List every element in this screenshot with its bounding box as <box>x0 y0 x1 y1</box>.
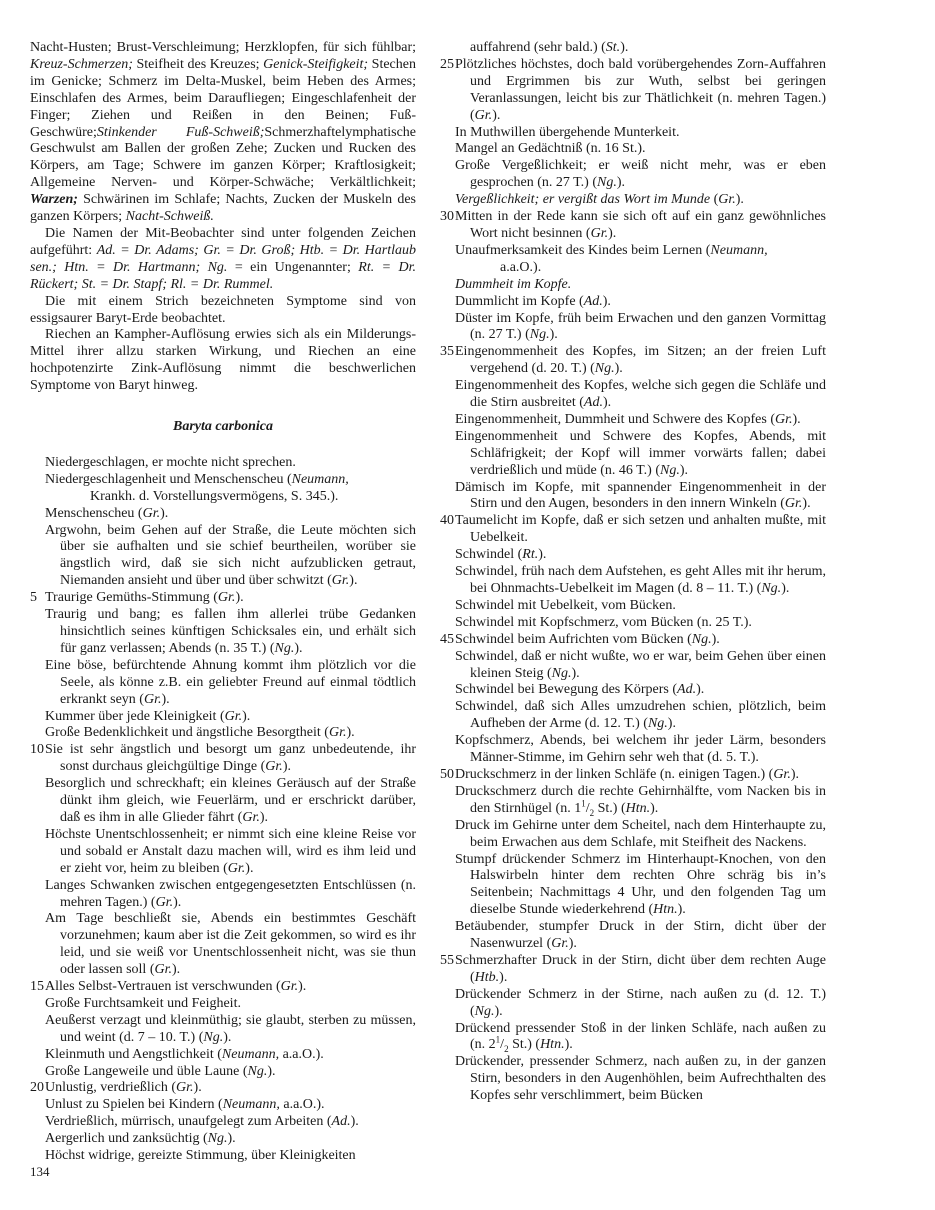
symptom-entry: Argwohn, beim Gehen auf der Straße, die Leute möchten sich über sie aufhalten und sie schief beurtheilen, worüber sie ängstlich wird, daß sie sich nicht aufzublicken getraut, Niemanden ansieht und über und über schwitzt (Gr.). <box>45 522 416 589</box>
symptom-entry: Verdrießlich, mürrisch, unaufgelegt zum Arbeiten (Ad.). <box>45 1114 359 1130</box>
symptom-entry: 55Schmerzhafter Druck in der Stirn, dicht über dem rechten Auge (Htb.). <box>440 952 826 985</box>
right-column <box>440 40 826 1105</box>
symptom-entry: Mangel an Gedächtniß (n. 16 St.). <box>455 141 646 157</box>
symptom-entry: Dummheit im Kopfe. <box>455 276 572 292</box>
symptom-number: 25 <box>440 56 454 72</box>
symptom-entry: Schwindel, daß sich Alles umzudrehen schien, plötzlich, beim Aufheben der Arme (d. 12. T.) (Ng.). <box>455 699 826 732</box>
intro-paragraph: Nacht-Husten; Brust-Verschleimung; Herzklopfen, für sich fühlbar; Kreuz-Schmerzen; Steifheit des Kreuzes; Genick-Steifigkeit; Stechen im Genicke; Schmerz im Delta-Muskel, beim Heben des Armes; Einschlafen des Armes, beim Daraufliegen; Eingeschlafenheit der Finger; Ziehen und Reißen in den Beinen; Fuß-Geschwüre;Stinkender Fuß-Schweiß;Schmerzhaftelymphatische Geschwulst am Ballen der großen Zehe; Zucken und Rucken des Körpers, am Tage; Schwere im ganzen Körper; Kraftlosigkeit; Allgemeine Nerven- und Körper-Schwäche; Verkältlichkeit; Warzen; Schwärinen im Schlafe; Nachts, Zucken der Muskeln des ganzen Körpers; Nacht-Schweiß. <box>30 40 416 225</box>
symptom-entry-continued: auffahrend (sehr bald.) (St.). <box>470 40 629 55</box>
symptom-entry: Schwindel bei Bewegung des Körpers (Ad.). <box>455 682 705 698</box>
symptom-number: 55 <box>440 952 454 968</box>
symptom-entry: Kummer über jede Kleinigkeit (Gr.). <box>45 708 251 724</box>
symptom-entry: Schwindel mit Kopfschmerz, vom Bücken (n. 25 T.). <box>455 614 752 630</box>
symptom-entry: Betäubender, stumpfer Druck in der Stirn, dicht über der Nasenwurzel (Gr.). <box>455 919 826 952</box>
symptom-entry: Große Furchtsamkeit und Feigheit. <box>45 995 241 1011</box>
left-column <box>30 40 416 1165</box>
symptom-entry: Kleinmuth und Aengstlichkeit (Neumann, a.a.O.). <box>45 1046 324 1062</box>
symptom-entry: Am Tage beschließt sie, Abends ein bestimmtes Geschäft vorzunehmen; kaum aber ist die Zeit gekommen, so wird es ihr leid, und sie weiß vor Unentschlossenheit nicht, was sie thun oder lassen soll (Gr.). <box>45 911 416 978</box>
symptom-entry: Drückend pressender Stoß in der linken Schläfe, nach außen zu (n. $2^1/_2$ St.) (Htn.). <box>455 1020 826 1055</box>
symptom-entry: Stumpf drückender Schmerz im Hinterhaupt-Knochen, von den Halswirbeln hinter dem rechten Ohre schräg bis in’s Seitenbein; Nachmittags 4 Uhr, und den folgenden Tag um dieselbe Stunde wiederkehrend (Htn.). <box>455 851 826 918</box>
symptom-entry: Eingenommenheit, Dummheit und Schwere des Kopfes (Gr.). <box>455 411 801 427</box>
symptom-entry: Dummlicht im Kopfe (Ad.). <box>455 293 611 309</box>
symptom-entry: In Muthwillen übergehende Munterkeit. <box>455 124 680 140</box>
symptom-entry: 30Mitten in der Rede kann sie sich oft auf ein ganz gewöhnliches Wort nicht besinnen (Gr.). <box>440 209 826 241</box>
symptom-entry: Druckschmerz durch die rechte Gehirnhälfte, vom Nacken bis in den Stirnhügel (n. $1^1/_2$ St.) (Htn.). <box>455 783 826 818</box>
symptom-entry: Große Vergeßlichkeit; er weiß nicht mehr, was er eben gesprochen (n. 27 T.) (Ng.). <box>455 158 826 191</box>
kampher-paragraph: Riechen an Kampher-Auflösung erwies sich als ein Milderungs-Mittel ihrer allzu starken Wirkung, und Riechen an eine hochpotenzirte Zink-Auflösung nimmt die beschwerlichen Symptome von Baryt hinweg. <box>30 327 416 394</box>
symptom-entry: Langes Schwanken zwischen entgegengesetzten Entschlüssen (n. mehren Tagen.) (Gr.). <box>45 877 416 910</box>
symptom-number: 40 <box>440 513 454 529</box>
symptom-entry: Höchst widrige, gereizte Stimmung, über Kleinigkeiten <box>45 1148 356 1164</box>
symptom-entry: 20Unlustig, verdrießlich (Gr.). <box>30 1080 202 1096</box>
page-number: 134 <box>30 1164 50 1179</box>
symptom-entry: Große Langeweile und üble Laune (Ng.). <box>45 1063 276 1079</box>
symptom-entry: Düster im Kopfe, früh beim Erwachen und den ganzen Vormittag (n. 27 T.) (Ng.). <box>455 310 826 343</box>
symptom-entry: Dämisch im Kopfe, mit spannender Eingenommenheit in der Stirn und den Augen, besonders in den innern Winkeln (Gr.). <box>455 479 826 512</box>
symptom-entry: Besorglich und schreckhaft; ein kleines Geräusch auf der Straße dünkt ihm gleich, wie Feuerlärm, und er erschrickt darüber, daß es ihm in alle Glieder fährt (Gr.). <box>45 776 416 825</box>
symptom-entry: Schwindel mit Uebelkeit, vom Bücken. <box>455 597 676 613</box>
symptom-entry: 35Eingenommenheit des Kopfes, im Sitzen; an der freien Luft vergehend (d. 20. T.) (Ng.). <box>440 344 826 377</box>
symptom-number: 5 <box>30 590 37 606</box>
symptom-entry: 50Druckschmerz in der linken Schläfe (n. einigen Tagen.) (Gr.). <box>440 766 799 782</box>
symptom-entry: Menschenscheu (Gr.). <box>45 505 169 521</box>
symptom-number: 30 <box>440 209 454 225</box>
symptom-entry: Drückender, pressender Schmerz, nach außen zu, in der ganzen Stirn, besonders in den Augenhöhlen, beim Aufrechthalten des Kopfes sehr verschlimmert, beim Bücken <box>455 1054 826 1104</box>
symptom-entry: 5 Traurige Gemüths-Stimmung (Gr.). <box>30 590 244 606</box>
symptom-entry: Eine böse, befürchtende Ahnung kommt ihm plötzlich vor die Seele, als könne z.B. ein geliebter Freund auf einmal tödtlich erkrankt seyn (Gr.). <box>45 657 416 707</box>
symptom-entry: Höchste Unentschlossenheit; er nimmt sich eine kleine Reise vor und sobald er Anstalt dazu machen will, wird es ihm leid und er zieht vor, heim zu bleiben (Gr.). <box>45 826 416 876</box>
symptom-entry: Niedergeschlagenheit und Menschenscheu (Neumann, Krankh. d. Vorstellungsvermögens, S. 345.). <box>45 471 349 504</box>
symptom-entry: Schwindel, früh nach dem Aufstehen, es geht Alles mit ihr herum, bei Ohnmachts-Uebelkeit im Magen (d. 8 – 11. T.) (Ng.). <box>455 564 826 596</box>
symptom-entry: Unaufmerksamkeit des Kindes beim Lernen (Neumann, a.a.O.). <box>455 242 768 275</box>
symptom-entry: 45Schwindel beim Aufrichten vom Bücken (Ng.). <box>440 631 720 647</box>
symptom-number: 15 <box>30 979 44 995</box>
symptom-number: 10 <box>30 742 44 758</box>
symptom-entry: Eingenommenheit des Kopfes, welche sich gegen die Schläfe und die Stirn ausbreitet (Ad.). <box>455 378 826 411</box>
symptom-entry: Aergerlich und zanksüchtig (Ng.). <box>45 1131 236 1147</box>
symptom-entry: Kopfschmerz, Abends, bei welchem ihr jeder Lärm, besonders Männer-Stimme, im Gehirn sehr weh that (d. 5. T.). <box>455 733 826 766</box>
symptom-entry: 15Alles Selbst-Vertrauen ist verschwunden (Gr.). <box>30 979 307 995</box>
symptom-number: 20 <box>30 1080 44 1096</box>
symptom-entry: Schwindel (Rt.). <box>455 547 547 563</box>
symptom-entry: Große Bedenklichkeit und ängstliche Besorgtheit (Gr.). <box>45 725 355 741</box>
strich-paragraph: Die mit einem Strich bezeichneten Symptome sind von essigsaurer Baryt-Erde beobachtet. <box>30 293 416 326</box>
symptom-entry: 25Plötzliches höchstes, doch bald vorübergehendes Zorn-Auffahren und Ergrimmen bis zur Wuth, selbst bei geringen Veranlassungen, leicht bis zur Thätlichkeit (n. mehren Tagen.) (Gr.). <box>440 56 826 123</box>
symptom-entry: Traurig und bang; es fallen ihm allerlei trübe Gedanken hinsichtlich seines künftigen Schicksales ein, und erhält sich für ganz verlassen; Abends (n. 35 T.) (Ng.). <box>45 607 416 656</box>
symptom-number: 45 <box>440 631 454 647</box>
symptom-entry: 40Taumelicht im Kopfe, daß er sich setzen und anhalten mußte, mit Uebelkeit. <box>440 513 826 546</box>
symptom-entry: Aeußerst verzagt und kleinmüthig; sie glaubt, sterben zu müssen, und weint (d. 7 – 10. T.) (Ng.). <box>45 1012 416 1045</box>
symptom-entry: Druck im Gehirne unter dem Scheitel, nach dem Hinterhaupte zu, beim Erwachen aus dem Schlafe, mit Steifheit des Nackens. <box>455 817 826 850</box>
symptom-entry: 10Sie ist sehr ängstlich und besorgt um ganz unbedeutende, ihr sonst durchaus gleichgültige Dinge (Gr.). <box>30 742 416 775</box>
observers-paragraph: Die Namen der Mit-Beobachter sind unter folgenden Zeichen aufgeführt: Ad. = Dr. Adams; Gr. = Dr. Groß; Htb. = Dr. Hartlaub sen.; Htn. = Dr. Hartmann; Ng. = ein Ungenannter; Rt. = Dr. Rückert; St. = Dr. Stapf; Rl. = Dr. Rummel. <box>30 225 417 292</box>
symptom-number: 35 <box>440 344 454 360</box>
section-heading: Baryta carbonica <box>173 419 273 435</box>
symptom-entry: Unlust zu Spielen bei Kindern (Neumann, a.a.O.). <box>45 1097 325 1113</box>
symptom-number: 50 <box>440 766 454 782</box>
symptom-entry: Vergeßlichkeit; er vergißt das Wort im Munde (Gr.). <box>455 192 744 208</box>
symptom-entry: Schwindel, daß er nicht wußte, wo er war, beim Gehen über einen kleinen Steig (Ng.). <box>455 648 826 681</box>
symptom-entry: Eingenommenheit und Schwere des Kopfes, Abends, mit Schläfrigkeit; der Kopf will immer vorwärts fallen; dabei verdrießlich und müde (n. 46 T.) (Ng.). <box>455 428 826 478</box>
symptom-entry: Drückender Schmerz in der Stirne, nach außen zu (d. 12. T.) (Ng.). <box>455 986 826 1019</box>
symptom-entry: Niedergeschlagen, er mochte nicht sprechen. <box>45 454 296 470</box>
